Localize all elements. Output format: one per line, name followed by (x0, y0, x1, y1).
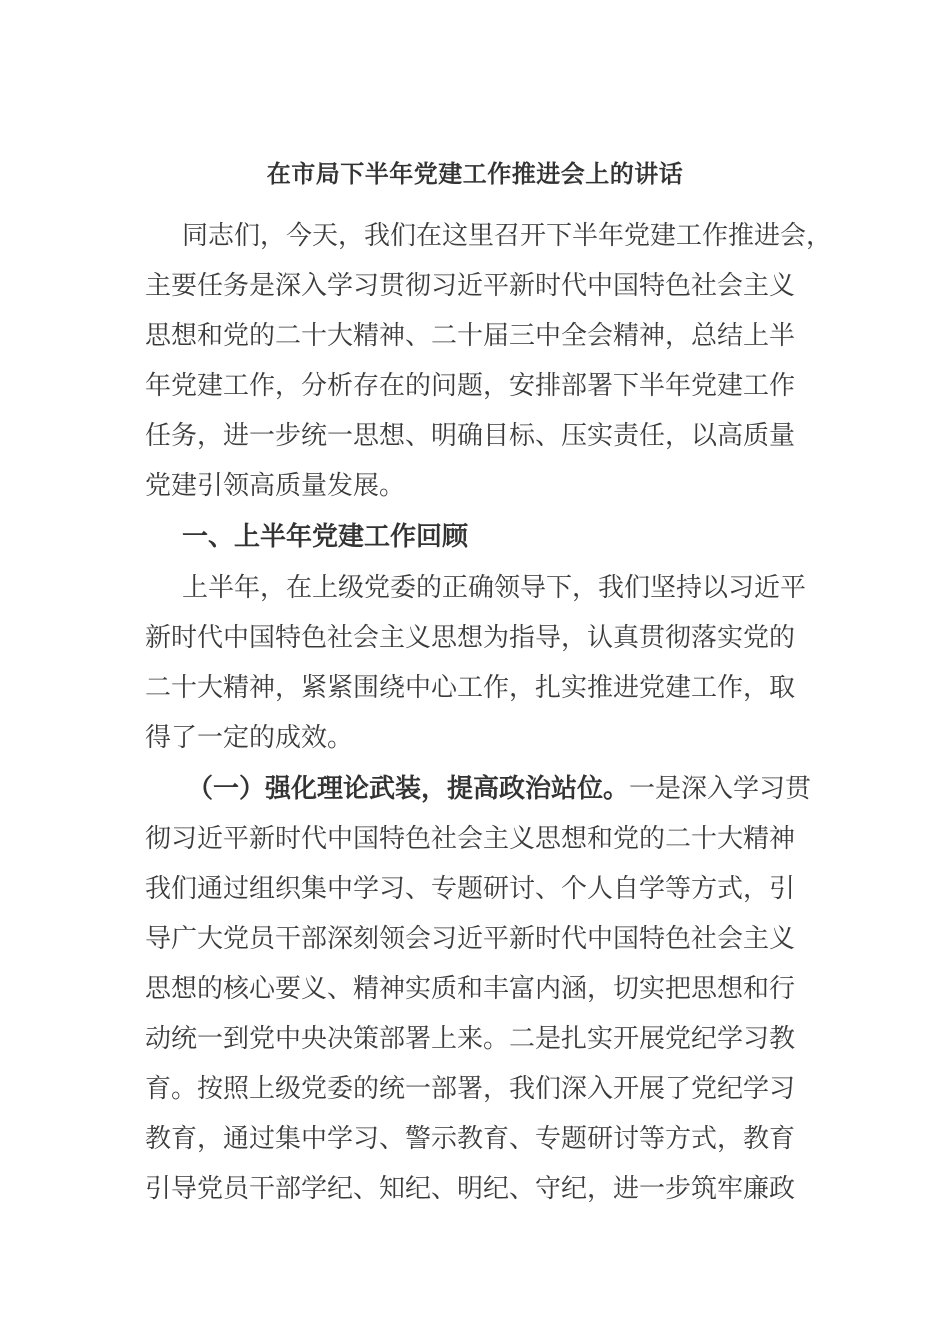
intro-line-1: 同志们，今天，我们在这里召开下半年党建工作推进会， (182, 221, 833, 251)
subsection-first-line (187, 771, 887, 807)
subsection-line-4: 导广大党员干部深刻领会习近平新时代中国特色社会主义 (145, 924, 796, 954)
intro-line-4: 年党建工作，分析存在的问题，安排部署下半年党建工作 (145, 371, 796, 401)
section1-line-1: 上半年，在上级党委的正确领导下，我们坚持以习近平 (182, 573, 807, 603)
intro-line-5: 任务，进一步统一思想、明确目标、压实责任，以高质量 (145, 421, 796, 451)
document-title: 在市局下半年党建工作推进会上的讲话 (266, 160, 684, 188)
intro-line-2: 主要任务是深入学习贯彻习近平新时代中国特色社会主义 (145, 271, 796, 301)
section-heading: 一、上半年党建工作回顾 (182, 522, 469, 552)
section1-line-2: 新时代中国特色社会主义思想为指导，认真贯彻落实党的 (145, 623, 796, 653)
subsection-first-text: 一是深入学习贯 (629, 774, 812, 804)
section1-line-4: 得了一定的成效。 (145, 723, 354, 753)
subsection-line-5: 思想的核心要义、精神实质和丰富内涵，切实把思想和行 (145, 974, 796, 1004)
section1-line-3: 二十大精神，紧紧围绕中心工作，扎实推进党建工作，取 (145, 673, 796, 703)
subsection-line-7: 育。按照上级党委的统一部署，我们深入开展了党纪学习 (145, 1074, 796, 1104)
subsection-line-9: 引导党员干部学纪、知纪、明纪、守纪，进一步筑牢廉政 (145, 1174, 796, 1204)
subsection-line-3: 我们通过组织集中学习、专题研讨、个人自学等方式，引 (145, 874, 796, 904)
subsection-line-2: 彻习近平新时代中国特色社会主义思想和党的二十大精神 (145, 824, 796, 854)
subsection-heading: （一）强化理论武装，提高政治站位。 (187, 774, 630, 804)
subsection-line-6: 动统一到党中央决策部署上来。二是扎实开展党纪学习教 (145, 1024, 796, 1054)
intro-line-6: 党建引领高质量发展。 (145, 471, 406, 501)
subsection-line-8: 教育，通过集中学习、警示教育、专题研讨等方式，教育 (145, 1124, 796, 1154)
intro-line-3: 思想和党的二十大精神、二十届三中全会精神，总结上半 (145, 321, 796, 351)
